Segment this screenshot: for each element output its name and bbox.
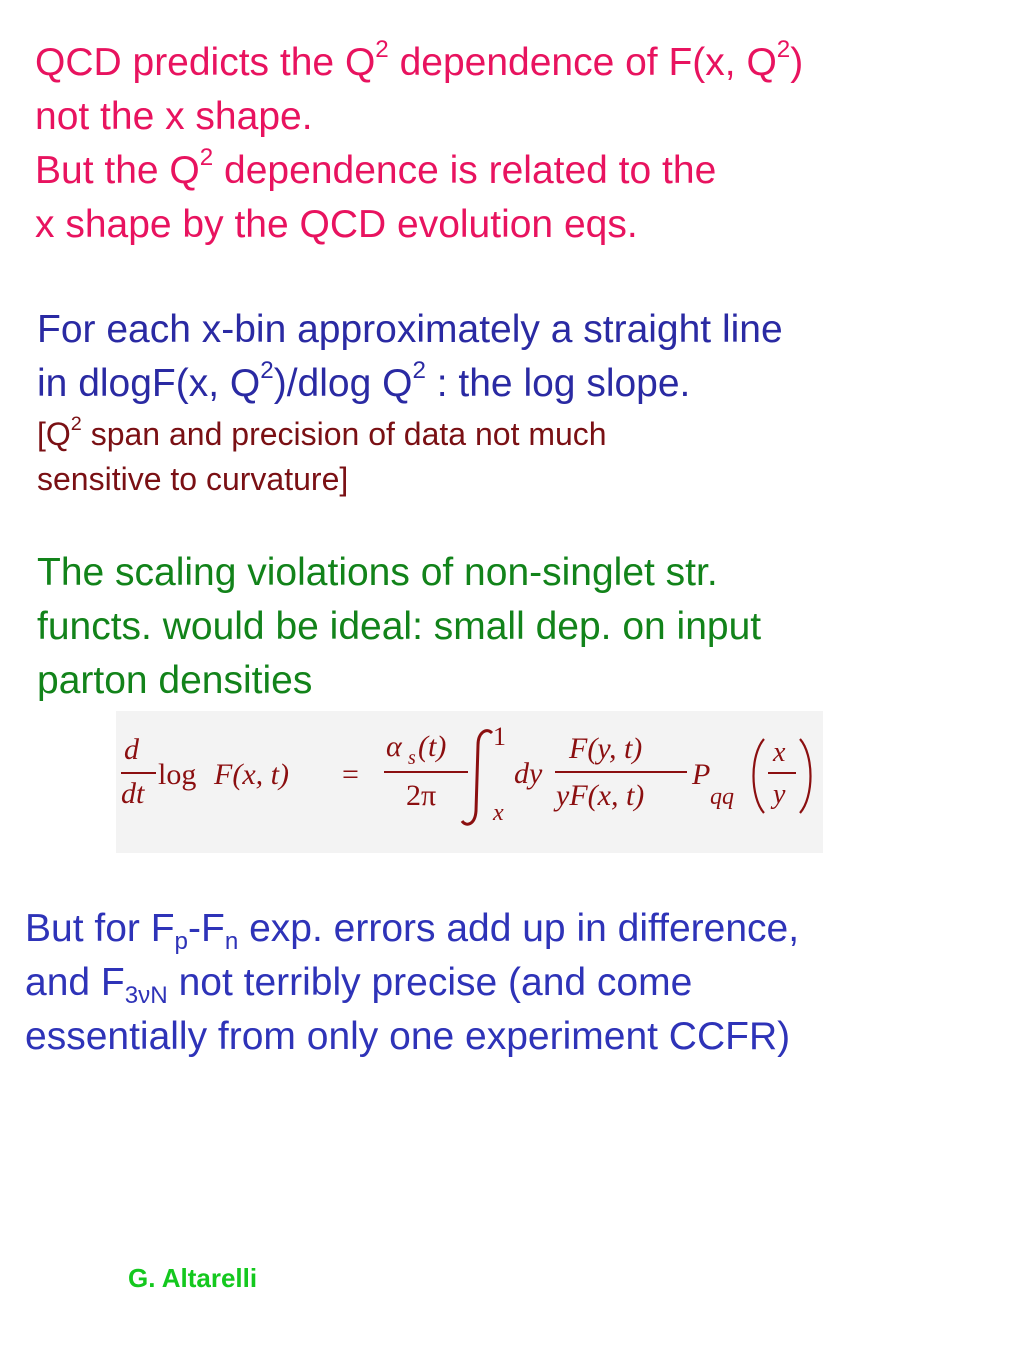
caveat-line-1: But for $F_p-F_n$ exp. errors add up in difference,	[25, 907, 800, 956]
scaling-line-2: functs. would be ideal: small dep. on input	[37, 605, 762, 648]
eq-upper-limit: 1	[493, 722, 506, 751]
caveat-paragraph	[25, 902, 799, 1064]
intro-paragraph	[35, 36, 803, 252]
eq-dy: dy	[514, 757, 543, 790]
curvature-note-line-1: [$Q^2$ span and precision of data not much	[37, 413, 607, 452]
eq-P-sub: qq	[710, 784, 734, 810]
eq-lower-limit: x	[493, 800, 504, 826]
log-slope-paragraph	[37, 303, 783, 411]
intro-line-2: not the x shape.	[35, 95, 313, 138]
scaling-violations-paragraph	[37, 546, 761, 708]
eq-equals: =	[342, 758, 359, 791]
eq-frac-num: F(y, t)	[569, 732, 643, 765]
integral-sign	[462, 731, 492, 825]
eq-alpha-arg: (t)	[418, 730, 447, 763]
curvature-note	[37, 412, 607, 502]
scaling-line-1: The scaling violations of non-singlet str.	[37, 551, 718, 594]
eq-y: y	[773, 779, 786, 810]
author-credit: G. Altarelli	[128, 1263, 258, 1293]
evolution-equation-svg	[116, 711, 823, 853]
curvature-note-line-2: sensitive to curvature]	[37, 461, 349, 497]
right-paren	[800, 739, 811, 813]
log-slope-line-1: For each x-bin approximately a straight line	[37, 308, 783, 351]
eq-frac-den: yF(x, t)	[556, 779, 645, 812]
eq-x: x	[773, 737, 786, 768]
intro-line-1: QCD predicts the $Q^2$ dependence of F(x, $Q^2$)	[35, 35, 804, 84]
eq-log: log	[158, 758, 197, 791]
intro-line-3: But the $Q^2$ dependence is related to the	[35, 143, 717, 192]
eq-dt: dt	[121, 777, 145, 810]
eq-lhs: F(x, t)	[214, 758, 289, 791]
evolution-equation	[116, 711, 823, 853]
left-paren	[754, 739, 765, 813]
caveat-line-3: essentially from only one experiment CCFR)	[25, 1015, 791, 1058]
eq-two-pi: 2π	[406, 779, 437, 812]
eq-alpha: α	[386, 730, 402, 763]
eq-d: d	[124, 733, 139, 766]
intro-line-4: x shape by the QCD evolution eqs.	[35, 203, 638, 246]
caveat-line-2: and $F_{3\nu N}$ not terribly precise (and come	[25, 961, 693, 1010]
log-slope-line-2: in dlogF(x, $Q^2$)/dlog $Q^2$ : the log slope.	[37, 356, 691, 405]
scaling-line-3: parton densities	[37, 659, 313, 702]
eq-P: P	[692, 758, 711, 791]
eq-alpha-sub: s	[408, 747, 416, 769]
